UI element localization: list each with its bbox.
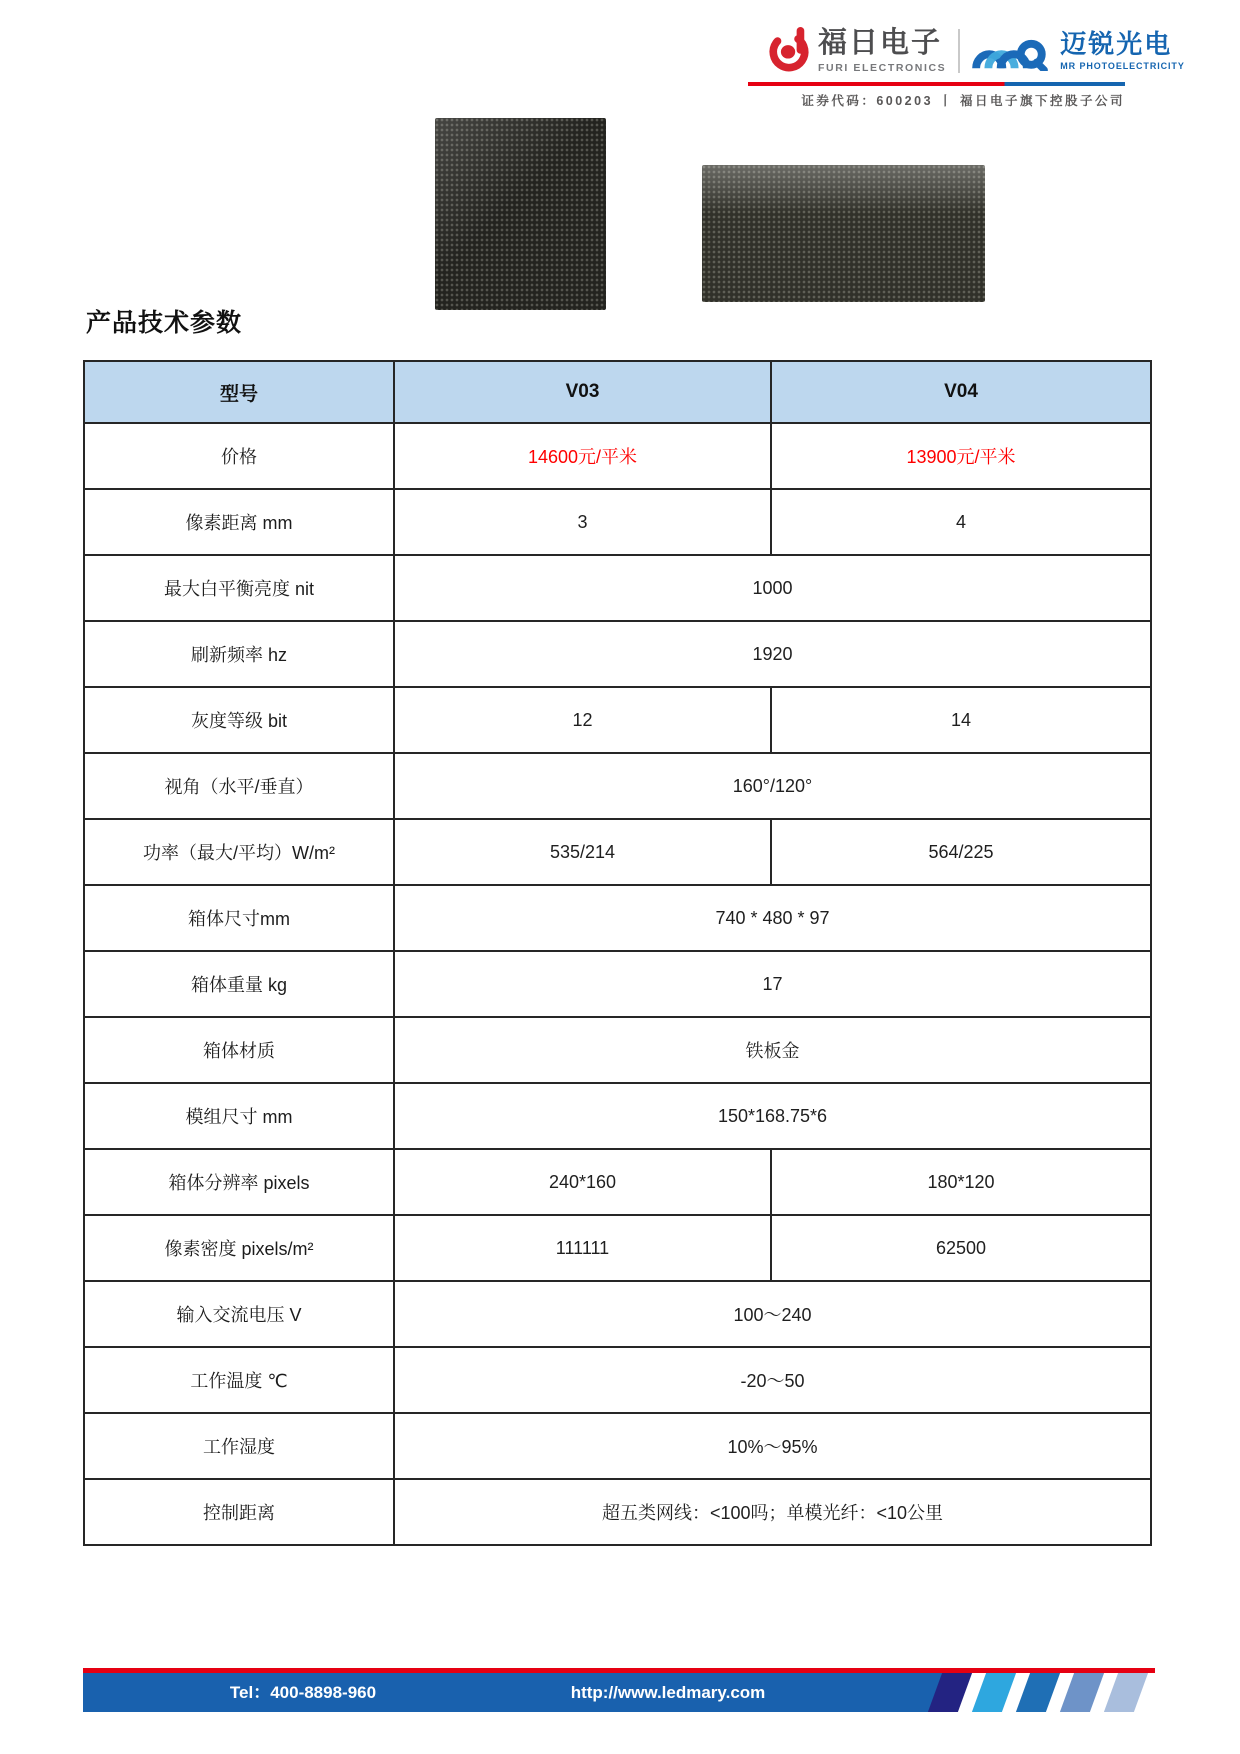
spec-row-label: 工作湿度 <box>84 1413 394 1479</box>
spec-value-cell: 62500 <box>771 1215 1151 1281</box>
spec-value-cell: 111111 <box>394 1215 771 1281</box>
spec-table-row <box>84 621 1151 687</box>
spec-row-label: 最大白平衡亮度 nit <box>84 555 394 621</box>
mr-logo-icon <box>970 27 1054 76</box>
furi-brand-subtitle: FURI ELECTRONICS <box>818 61 947 74</box>
spec-row-label: 箱体分辨率 pixels <box>84 1149 394 1215</box>
spec-table-row <box>84 1083 1151 1149</box>
spec-row-label: 输入交流电压 V <box>84 1281 394 1347</box>
spec-table-row <box>84 489 1151 555</box>
spec-table-row <box>84 819 1151 885</box>
spec-value-cell: 3 <box>394 489 771 555</box>
mr-brand-text <box>1060 28 1185 72</box>
spec-value-cell: 4 <box>771 489 1151 555</box>
spec-table-row <box>84 1017 1151 1083</box>
brand-divider <box>958 29 960 73</box>
spec-table-row <box>84 687 1151 753</box>
spec-table-header-row <box>84 361 1151 423</box>
footer-stripe-4 <box>1060 1673 1104 1712</box>
spec-value-cell: 240*160 <box>394 1149 771 1215</box>
spec-row-label: 灰度等级 bit <box>84 687 394 753</box>
spec-value-cell: 180*120 <box>771 1149 1151 1215</box>
spec-row-label: 箱体尺寸mm <box>84 885 394 951</box>
spec-value-cell: 160°/120° <box>394 753 1151 819</box>
spec-row-label: 功率（最大/平均）W/m² <box>84 819 394 885</box>
spec-row-label: 视角（水平/垂直） <box>84 753 394 819</box>
spec-table-row <box>84 951 1151 1017</box>
spec-table-row <box>84 1215 1151 1281</box>
footer-stripe-2 <box>972 1673 1016 1712</box>
furi-logo-icon <box>768 24 810 79</box>
spec-table-row <box>84 1347 1151 1413</box>
furi-brand-text <box>818 28 946 73</box>
spec-row-label: 像素密度 pixels/m² <box>84 1215 394 1281</box>
spec-table <box>83 360 1152 1546</box>
led-module-photo-v04 <box>702 165 985 302</box>
spec-value-cell: 1000 <box>394 555 1151 621</box>
spec-value-cell: 17 <box>394 951 1151 1017</box>
spec-value-cell: 1920 <box>394 621 1151 687</box>
spec-value-cell: 14600元/平米 <box>394 423 771 489</box>
spec-table-row <box>84 1281 1151 1347</box>
stock-code-line: 证券代码：600203 丨 福日电子旗下控股子公司 <box>801 94 1125 108</box>
footer-stripe-3 <box>1016 1673 1060 1712</box>
spec-row-label: 箱体材质 <box>84 1017 394 1083</box>
mr-brand-name: 迈锐光电 <box>1060 28 1173 59</box>
spec-value-cell: 铁板金 <box>394 1017 1151 1083</box>
spec-table-row <box>84 753 1151 819</box>
spec-header-v03: V03 <box>394 361 771 423</box>
spec-value-cell: 564/225 <box>771 819 1151 885</box>
spec-row-label: 像素距离 mm <box>84 489 394 555</box>
spec-table-row <box>84 1413 1151 1479</box>
spec-table-row <box>84 555 1151 621</box>
spec-row-label: 刷新频率 hz <box>84 621 394 687</box>
spec-value-cell: 13900元/平米 <box>771 423 1151 489</box>
footer-stripe-5 <box>1104 1673 1148 1712</box>
footer-bar <box>83 1673 1155 1712</box>
footer-website-link[interactable]: http://www.ledmary.com <box>570 1683 766 1702</box>
mr-brand-subtitle: MR PHOTOELECTRICITY <box>1060 61 1185 72</box>
spec-header-model: 型号 <box>84 361 394 423</box>
spec-table-row <box>84 1479 1151 1545</box>
spec-table-row <box>84 423 1151 489</box>
spec-row-label: 模组尺寸 mm <box>84 1083 394 1149</box>
spec-value-cell: 10%～95% <box>394 1413 1151 1479</box>
brand-accent-line <box>748 82 1125 86</box>
spec-row-label: 箱体重量 kg <box>84 951 394 1017</box>
led-module-photo-v03 <box>435 118 606 310</box>
spec-value-cell: 超五类网线：<100吗；单模光纤：<10公里 <box>394 1479 1151 1545</box>
spec-value-cell: 12 <box>394 687 771 753</box>
spec-value-cell: -20～50 <box>394 1347 1151 1413</box>
spec-header-v04: V04 <box>771 361 1151 423</box>
spec-value-cell: 150*168.75*6 <box>394 1083 1151 1149</box>
footer-telephone: Tel：400-8898-960 <box>229 1683 377 1702</box>
spec-table-row <box>84 885 1151 951</box>
spec-table-body <box>84 361 1151 1545</box>
spec-value-cell: 740 * 480 * 97 <box>394 885 1151 951</box>
spec-value-cell: 100～240 <box>394 1281 1151 1347</box>
header-brand-row <box>768 22 1185 80</box>
page-title: 产品技术参数 <box>86 309 243 337</box>
spec-row-label: 价格 <box>84 423 394 489</box>
spec-row-label: 控制距离 <box>84 1479 394 1545</box>
spec-value-cell: 535/214 <box>394 819 771 885</box>
spec-row-label: 工作温度 ℃ <box>84 1347 394 1413</box>
spec-table-row <box>84 1149 1151 1215</box>
spec-value-cell: 14 <box>771 687 1151 753</box>
furi-brand-name: 福日电子 <box>818 27 943 60</box>
